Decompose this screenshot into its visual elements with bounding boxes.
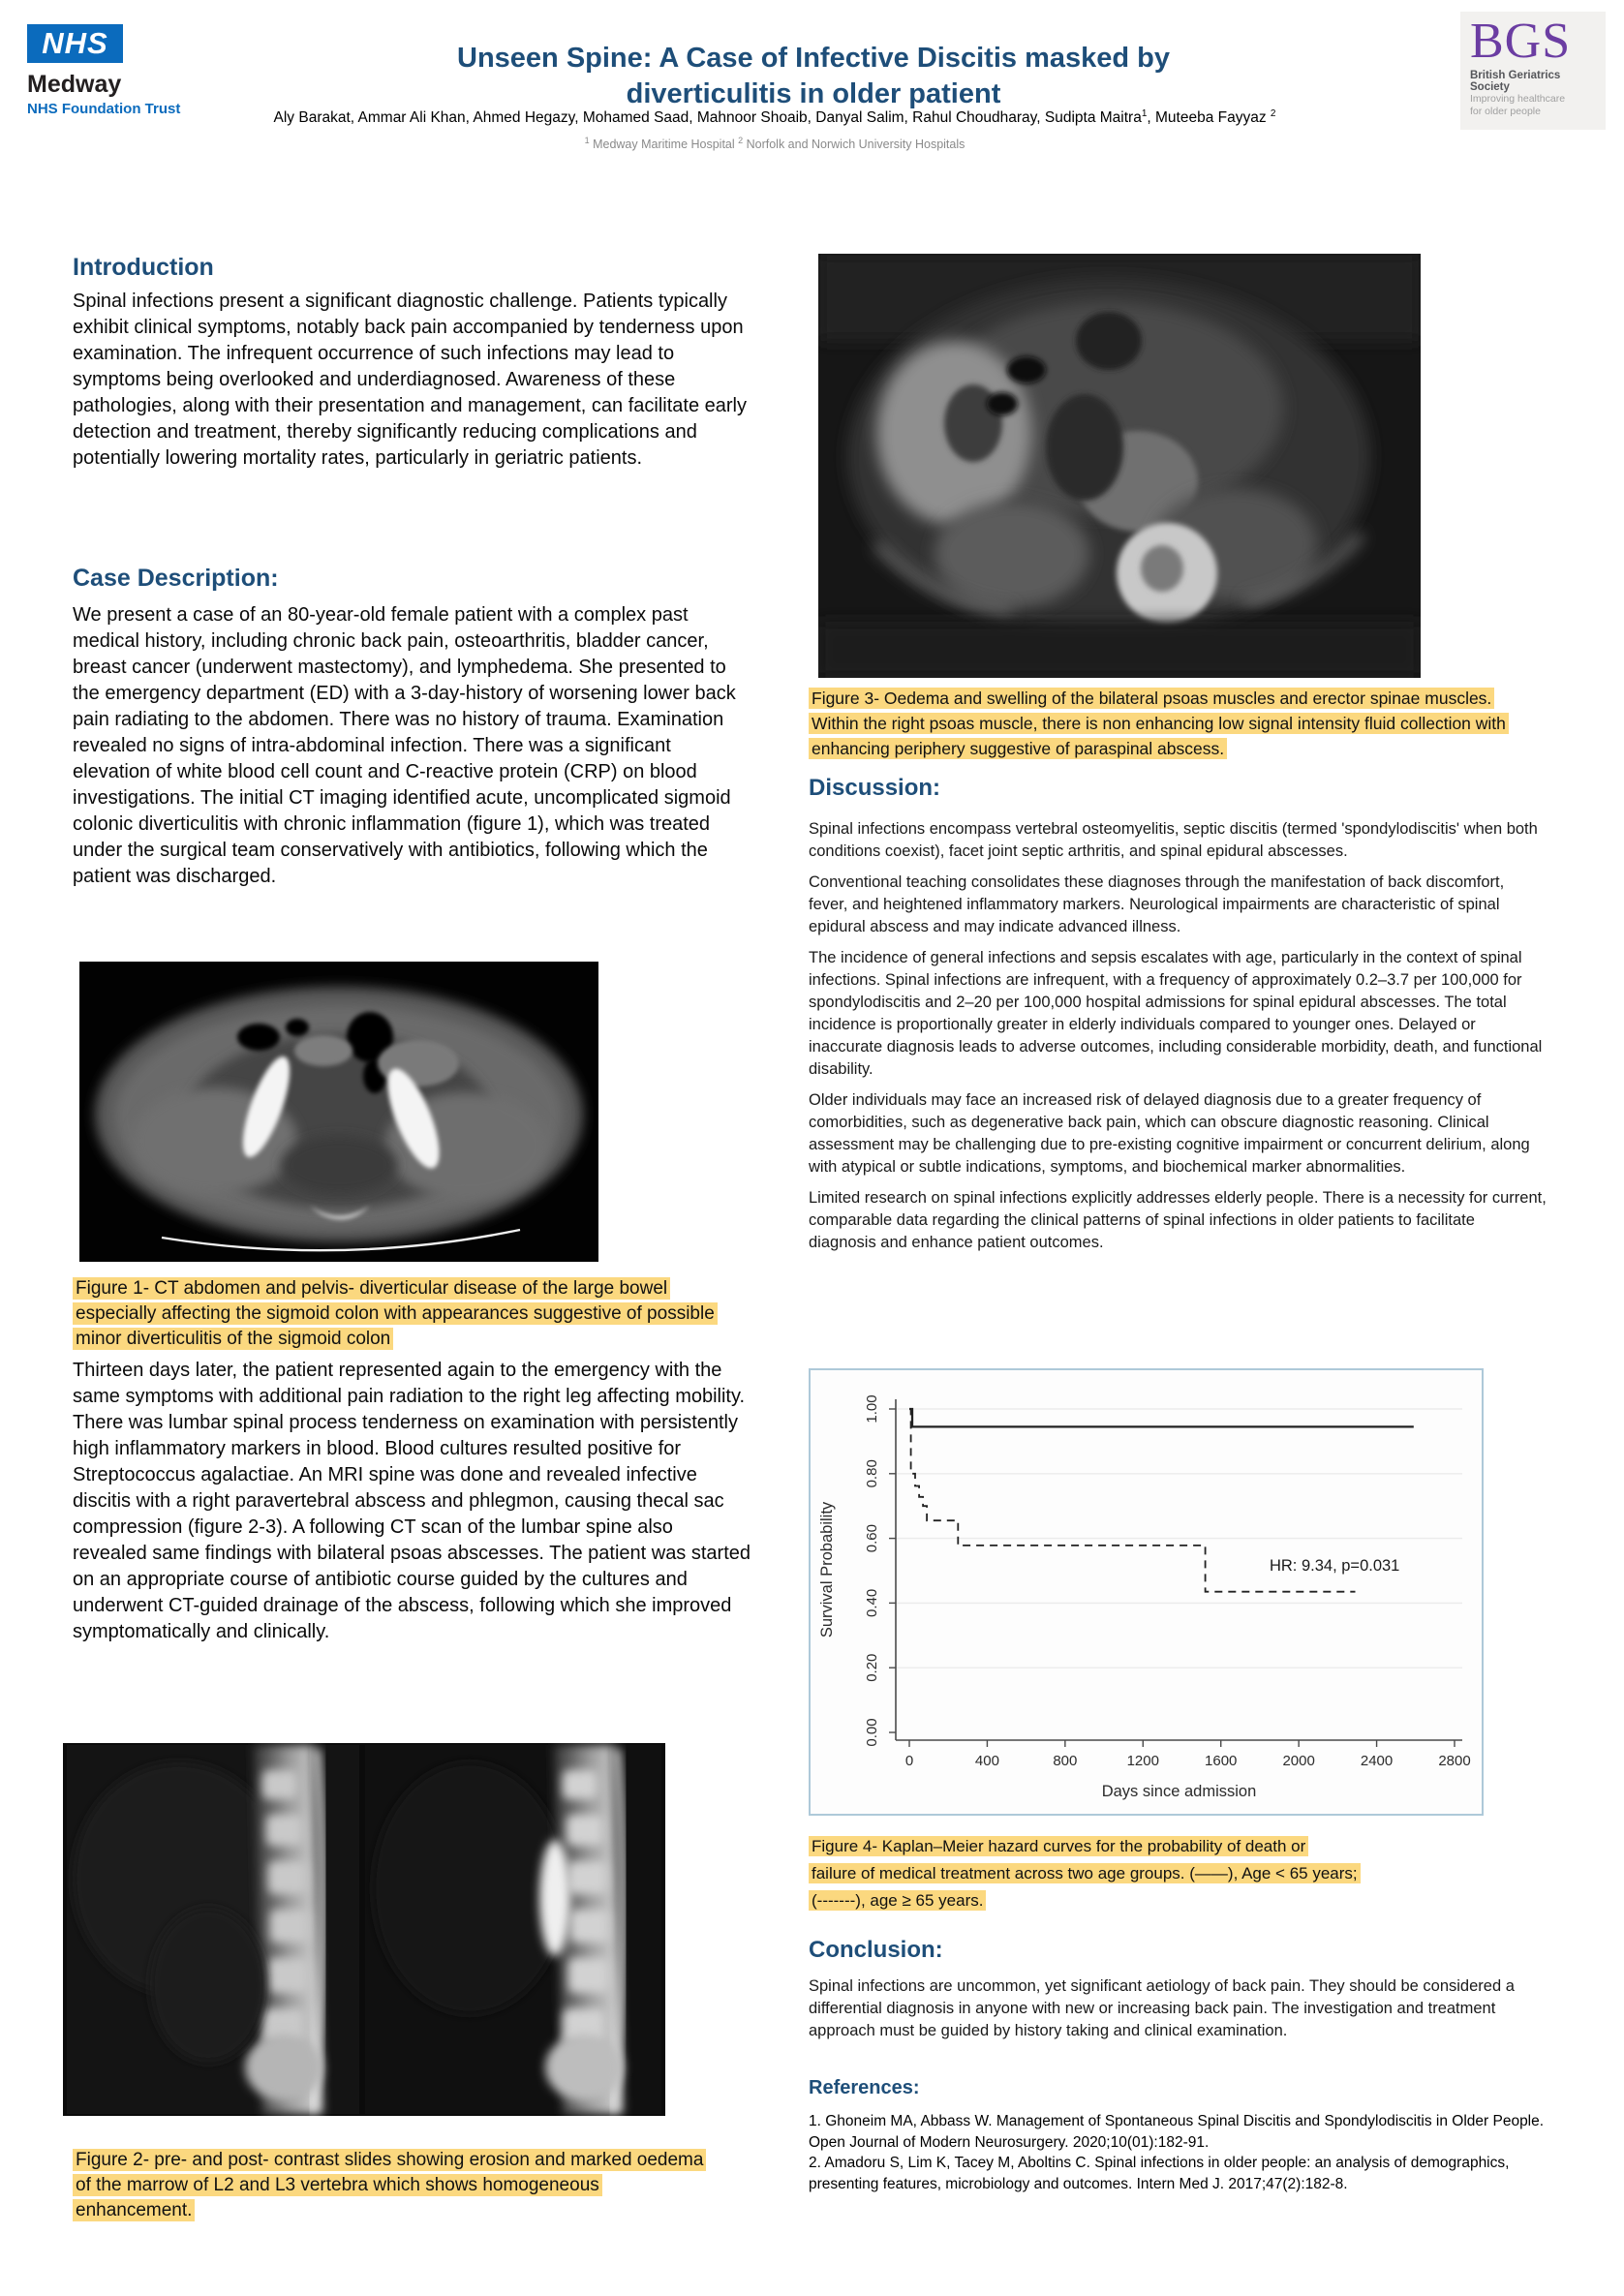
- conclusion-heading: Conclusion:: [809, 1937, 943, 1963]
- svg-text:HR: 9.34, p=0.031: HR: 9.34, p=0.031: [1269, 1557, 1400, 1575]
- svg-text:2000: 2000: [1282, 1753, 1315, 1769]
- figure4-caption: [809, 1833, 1545, 1914]
- svg-text:0.00: 0.00: [864, 1718, 880, 1747]
- svg-text:0.40: 0.40: [864, 1588, 880, 1618]
- figure3-image: [818, 254, 1421, 678]
- svg-text:0.60: 0.60: [864, 1523, 880, 1553]
- poster-title: [281, 41, 1346, 112]
- figure4-caption-line1: Figure 4- Kaplan–Meier hazard curves for the probability of death or: [809, 1836, 1308, 1856]
- reference-item: 1. Ghoneim MA, Abbass W. Management of Spontaneous Spinal Discitis and Spondylodiscitis in Older People. Open Journal of Modern Neurosurgery. 2020;10(01):182-91.: [809, 2113, 1545, 2151]
- svg-text:1600: 1600: [1205, 1753, 1238, 1769]
- figure4-caption-line2: failure of medical treatment across two age groups. (——), Age < 65 years;: [809, 1863, 1361, 1883]
- introduction-body: Spinal infections present a significant diagnostic challenge. Patients typically exhibit clinical symptoms, notably back pain accompanied by tenderness upon examination. The infrequent occurrence of such infections may lead to symptoms being overlooked and underdiagnosed. Awareness of these pathologies, along with their presentation and management, can facilitate early detection and treatment, thereby significantly reducing complications and potentially lowering mortality rates, particularly in geriatric patients.: [73, 291, 747, 469]
- trust-type: NHS Foundation Trust: [27, 101, 181, 117]
- trust-name: Medway: [27, 71, 122, 98]
- authors-sup-1: 1: [1141, 108, 1148, 119]
- svg-text:0.20: 0.20: [864, 1653, 880, 1682]
- poster-title-line1: Unseen Spine: A Case of Infective Discitis masked by: [457, 43, 1170, 74]
- introduction-heading: Introduction: [73, 254, 214, 281]
- affil-text-2: Norfolk and Norwich University Hospitals: [743, 138, 965, 152]
- bgs-tagline-2: for older people: [1470, 106, 1541, 117]
- figure2-image: [63, 1743, 665, 2116]
- authors-mid: , Muteeba Fayyaz: [1147, 109, 1271, 127]
- authors-main: Aly Barakat, Ammar Ali Khan, Ahmed Hegazy, Mohamed Saad, Mahnoor Shoaib, Danyal Salim, Rahul Choudharay, Sudipta Maitra: [273, 109, 1142, 127]
- svg-text:Survival Probability: Survival Probability: [818, 1501, 836, 1638]
- references-list: [809, 2111, 1552, 2194]
- svg-text:1200: 1200: [1126, 1753, 1159, 1769]
- figure3-mri-graphic: [818, 254, 1421, 678]
- svg-text:Days since admission: Days since admission: [1101, 1783, 1257, 1800]
- discussion-paragraph: Limited research on spinal infections explicitly addresses elderly people. There is a necessity for current, comparable data regarding the clinical patterns of spinal infections in older patients to facilitate diagnosis and enhance patient outcomes.: [809, 1189, 1547, 1251]
- figure3-caption-text: Figure 3- Oedema and swelling of the bilateral psoas muscles and erector spinae muscles. Within the right psoas muscle, there is non enhancing low signal intensity fluid collection with enhancing periphery suggestive of paraspinal abscess.: [809, 688, 1509, 759]
- figure1-image: [79, 962, 598, 1262]
- references-heading: References:: [809, 2077, 920, 2098]
- bgs-logo: [1460, 12, 1606, 130]
- discussion-paragraph: The incidence of general infections and sepsis escalates with age, particularly in the context of spinal infections. Spinal infections are infrequent, with a frequency of approximately 0.2–3.7 per 100,000 for spondylodiscitis and 2–20 per 100,000 hospital admissions for spinal epidural abscesses. The total incidence is proportionally greater in elderly individuals compared to younger ones. Delayed or inaccurate diagnosis leads to adverse outcomes, including considerable morbidity, death, and functional disability.: [809, 949, 1543, 1078]
- discussion-paragraph: Conventional teaching consolidates these diagnoses through the manifestation of back discomfort, fever, and heightened inflammatory markers. Neurological impairments are characteristic of spinal epidural abscess and may indicate advanced illness.: [809, 873, 1505, 935]
- discussion-heading: Discussion:: [809, 775, 941, 801]
- bgs-name: British Geriatrics Society: [1470, 70, 1561, 93]
- case-description-heading: Case Description:: [73, 565, 279, 592]
- authors-sup-2: 2: [1270, 108, 1276, 119]
- bgs-acronym: BGS: [1470, 14, 1572, 69]
- figure4-km-chart: [809, 1368, 1484, 1816]
- case-description-body: We present a case of an 80-year-old female patient with a complex past medical history, including chronic back pain, osteoarthritis, bladder cancer, breast cancer (underwent mastectomy), and lymphedema. She presented to the emergency department (ED) with a 3-day-history of worsening lower back pain radiating to the abdomen. There was no history of trauma. Examination revealed no signs of intra-abdominal infection. There was a significant elevation of white blood cell count and C-reactive protein (CRP) on blood investigations. The initial CT imaging identified acute, uncomplicated sigmoid colonic diverticulitis with chronic inflammation (figure 1), which was treated under the surgical team conservatively with antibiotics, following which the patient was discharged.: [73, 604, 736, 887]
- figure2-caption: [73, 2148, 712, 2223]
- reference-item: 2. Amadoru S, Lim K, Tacey M, Aboltins C. Spinal infections in older people: an analysis of demographics, presenting features, microbiology and outcomes. Intern Med J. 2017;47(2):182-8.: [809, 2155, 1510, 2192]
- svg-text:2400: 2400: [1360, 1753, 1394, 1769]
- case-paragraph-2: Thirteen days later, the patient represented again to the emergency with the same symptoms with additional pain radiation to the right leg affecting mobility. There was lumbar spinal process tenderness on examination with persistently high inflammatory markers in blood. Blood cultures resulted positive for Streptococcus agalactiae. An MRI spine was done and revealed infective discitis with a right paravertebral abscess and phlegmon, causing thecal sac compression (figure 2-3). A following CT scan of the lumbar spine also revealed same findings with bilateral psoas abscesses. The patient was started on an appropriate course of antibiotic course guided by the cultures and underwent CT-guided drainage of the abscess, following which she improved symptomatically and clinically.: [73, 1360, 751, 1642]
- conclusion-body: Spinal infections are uncommon, yet significant aetiology of back pain. They should be considered a differential diagnosis in anyone with new or increasing back pain. The investigation and treatment approach must be guided by history taking and clinical examination.: [809, 1977, 1515, 2039]
- affil-sup-2: 2: [738, 136, 744, 145]
- svg-text:0: 0: [904, 1753, 914, 1769]
- affil-sup-1: 1: [584, 136, 590, 145]
- figure1-caption-text: Figure 1- CT abdomen and pelvis- diverticular disease of the large bowel especially affecting the sigmoid colon with appearances suggestive of possible minor diverticulitis of the sigmoid colon: [73, 1277, 718, 1350]
- svg-text:1.00: 1.00: [864, 1394, 880, 1424]
- affil-text-1: Medway Maritime Hospital: [589, 138, 739, 152]
- discussion-paragraph: Spinal infections encompass vertebral osteomyelitis, septic discitis (termed 'spondylodiscitis' when both conditions coexist), facet joint septic arthritis, and spinal epidural abscesses.: [809, 820, 1538, 860]
- poster-title-line2: diverticulitis in older patient: [626, 78, 1001, 109]
- bgs-tagline-1: Improving healthcare: [1470, 93, 1566, 105]
- figure1-ct-graphic: [79, 962, 598, 1262]
- svg-text:2800: 2800: [1438, 1753, 1471, 1769]
- discussion-paragraph: Older individuals may face an increased risk of delayed diagnosis due to a greater frequency of comorbidities, such as degenerative back pain, which can obscure diagnostic reasoning. Clinical assessment may be challenging due to pre-existing cognitive impairment or concurrent delirium, along with atypical or subtle indications, symptoms, and biochemical marker abnormalities.: [809, 1091, 1530, 1176]
- discussion-body: [809, 818, 1547, 1263]
- figure2-mri-graphic: [63, 1743, 665, 2116]
- svg-text:800: 800: [1053, 1753, 1078, 1769]
- svg-text:400: 400: [974, 1753, 999, 1769]
- affiliations-line: [87, 136, 1462, 151]
- figure4-caption-line3: (-------), age ≥ 65 years.: [809, 1890, 986, 1911]
- km-chart-svg: [811, 1370, 1482, 1814]
- figure1-caption: [73, 1276, 731, 1352]
- figure2-caption-text: Figure 2- pre- and post- contrast slides showing erosion and marked oedema of the marrow of L2 and L3 vertebra which shows homogeneous enhancement.: [73, 2149, 706, 2221]
- figure3-caption: [809, 686, 1540, 761]
- svg-text:0.80: 0.80: [864, 1459, 880, 1488]
- nhs-logo-box: NHS: [27, 24, 123, 63]
- authors-line: [87, 108, 1462, 127]
- nhs-logo: [27, 24, 180, 117]
